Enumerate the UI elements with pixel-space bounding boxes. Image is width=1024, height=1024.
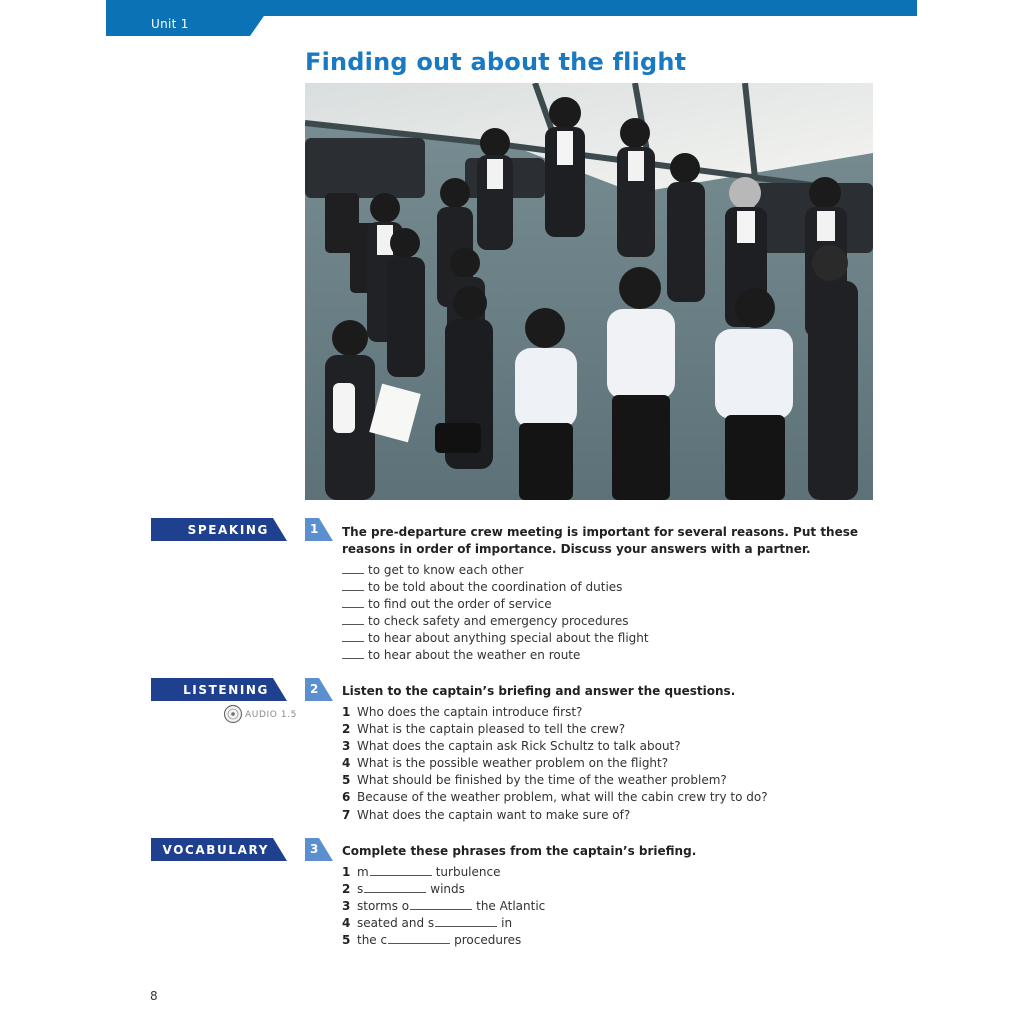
unit-tab — [106, 13, 266, 36]
list-item: to be told about the coordination of duties — [342, 579, 649, 596]
exercise-number-1: 1 — [305, 518, 333, 541]
list-item: 7 What does the captain want to make sure of? — [342, 807, 631, 822]
list-item: 5 the c procedures — [342, 933, 522, 948]
list-item: to find out the order of service — [342, 596, 649, 613]
fill-in-blank[interactable] — [410, 899, 472, 910]
answer-blank[interactable] — [342, 648, 364, 659]
fill-in-blank[interactable] — [435, 916, 497, 927]
listening-instruction: Listen to the captain’s briefing and answer the questions. — [342, 684, 736, 698]
page-title: Finding out about the flight — [305, 48, 687, 76]
speaking-section-label: SPEAKING — [151, 518, 287, 541]
list-item: 6 Because of the weather problem, what will the cabin crew try to do? — [342, 790, 768, 805]
answer-blank[interactable] — [342, 597, 364, 608]
list-item: to check safety and emergency procedures — [342, 613, 649, 630]
list-item: to hear about the weather en route — [342, 647, 649, 664]
answer-blank[interactable] — [342, 631, 364, 642]
answer-blank[interactable] — [342, 563, 364, 574]
speaking-reasons-list — [342, 562, 649, 665]
speaking-instruction: The pre-departure crew meeting is important for several reasons. Put these reasons in order of importance. Discuss your answers with a partner. — [342, 525, 859, 556]
vocabulary-phrases-list — [342, 864, 545, 949]
exercise-number-3: 3 — [305, 838, 333, 861]
cd-icon — [224, 704, 244, 724]
list-item: 4 What is the possible weather problem on the flight? — [342, 756, 669, 771]
audio-label: AUDIO 1.5 — [245, 710, 297, 720]
list-item: to hear about anything special about the flight — [342, 630, 649, 647]
list-item: to get to know each other — [342, 562, 649, 579]
crew-meeting-photo — [305, 83, 873, 500]
fill-in-blank[interactable] — [370, 865, 432, 876]
list-item: 3 What does the captain ask Rick Schultz to talk about? — [342, 739, 681, 754]
list-item: 4 seated and s in — [342, 916, 513, 931]
fill-in-blank[interactable] — [388, 933, 450, 944]
unit-label: Unit 1 — [151, 17, 189, 31]
answer-blank[interactable] — [342, 614, 364, 625]
list-item: 2 s winds — [342, 882, 465, 897]
list-item: 1 Who does the captain introduce first? — [342, 705, 583, 719]
listening-section-label: LISTENING — [151, 678, 287, 701]
vocabulary-section-label: VOCABULARY — [151, 838, 287, 861]
list-item: 1 m turbulence — [342, 865, 501, 879]
vocabulary-instruction: Complete these phrases from the captain’s briefing. — [342, 844, 697, 858]
answer-blank[interactable] — [342, 580, 364, 591]
fill-in-blank[interactable] — [364, 882, 426, 893]
list-item: 3 storms o the Atlantic — [342, 899, 546, 914]
list-item: 2 What is the captain pleased to tell the crew? — [342, 722, 626, 737]
exercise-number-2: 2 — [305, 678, 333, 701]
listening-questions-list — [342, 704, 768, 824]
page-number: 8 — [150, 989, 158, 1003]
list-item: 5 What should be finished by the time of the weather problem? — [342, 773, 727, 788]
